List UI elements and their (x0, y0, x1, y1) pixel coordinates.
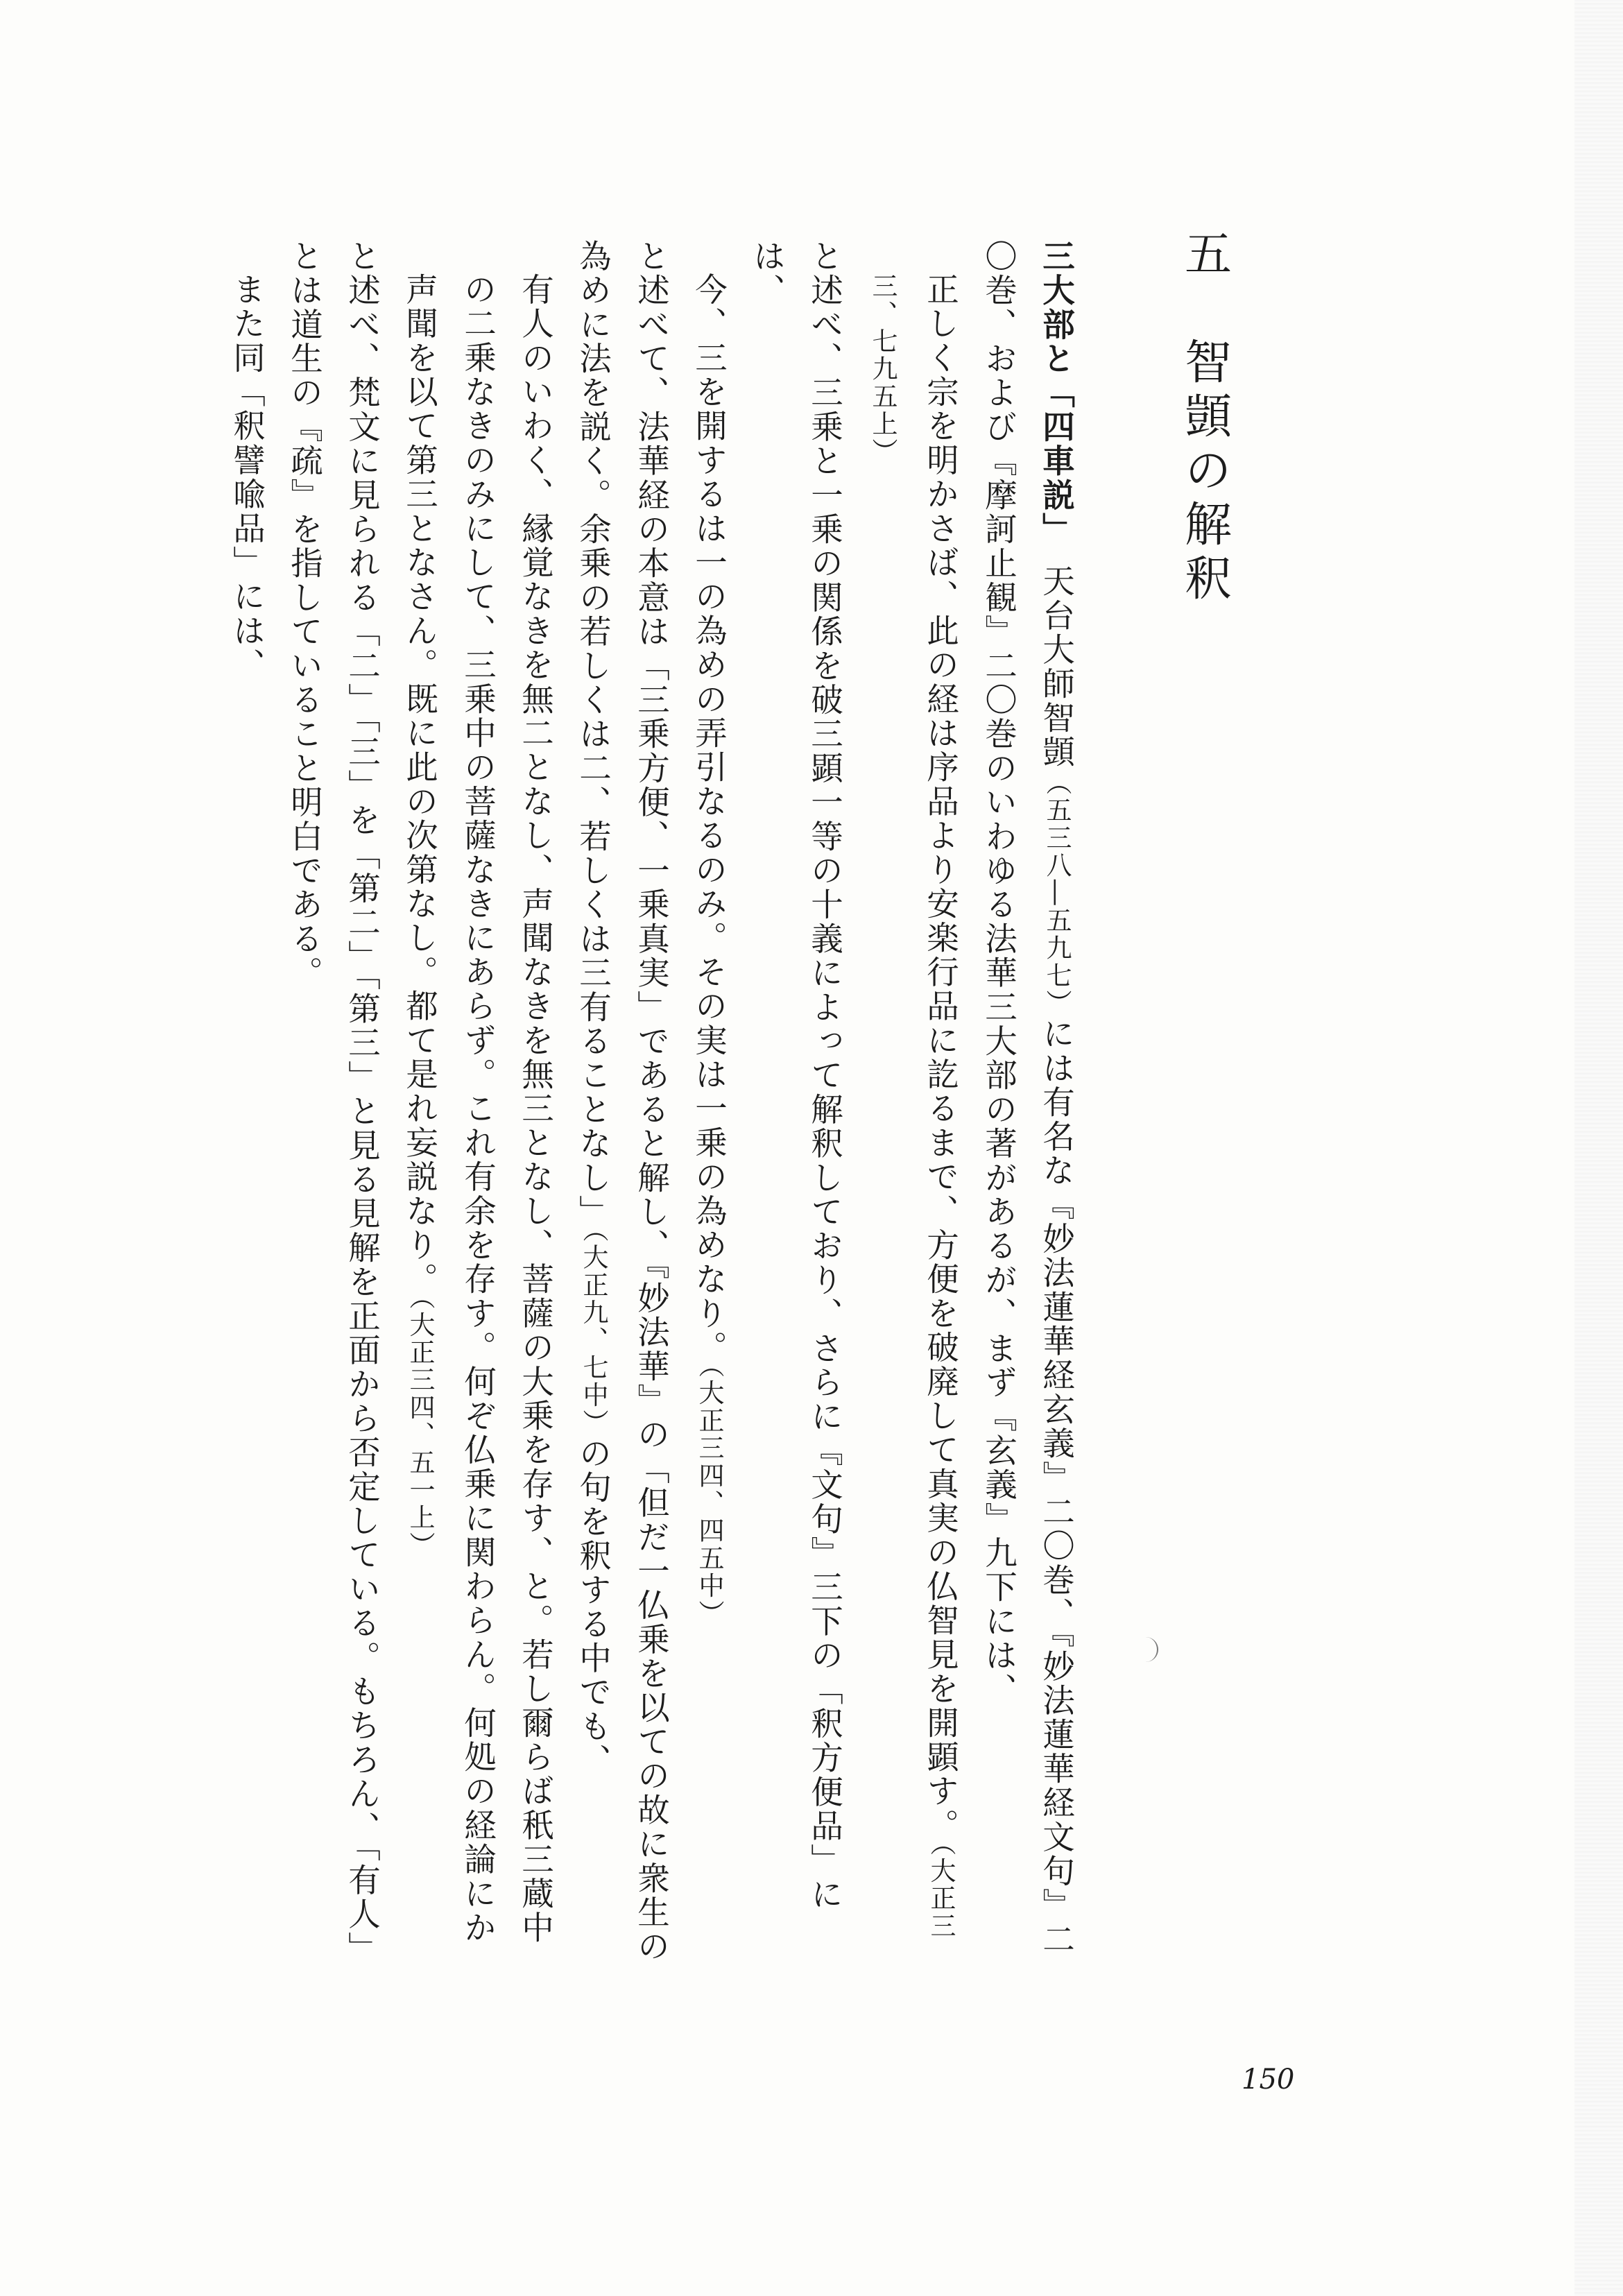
text-segment: の句を釈する中でも、 (574, 1436, 612, 1778)
paragraph-5 (218, 239, 275, 1967)
text-segment: と述べ、三乗と一乗の関係を破三顕一等の十義によって解釈しており、さらに『文句』三下の「釈方便品」には、 (748, 239, 843, 1912)
quote-text: 今、三を開するは一の為めの弄引なるのみ。その実は一乗の為めなり。 (690, 273, 728, 1365)
section-number: 五 (1176, 229, 1232, 283)
paragraph-3 (564, 239, 680, 1967)
page-number: 150 (1242, 2064, 1295, 2096)
body-text (228, 239, 1085, 1967)
paragraph-1 (970, 239, 1085, 1967)
citation: （大正三三、七九五上） (868, 273, 956, 1940)
text-segment: と述べ、梵文に見られる「二」「三」を「第二」「第三」と見る見解を正面から否定している。もちろん、「有人」とは道生の『疏』を指していること明白である。 (286, 239, 381, 1966)
citation: （五三八―五九七） (1042, 769, 1072, 1018)
quote-2 (680, 239, 738, 1967)
quote-1 (853, 239, 970, 1967)
text-segment: 天台大師智顗 (1038, 530, 1075, 769)
scan-mark (1144, 1637, 1158, 1662)
citation: （大正九、七中） (578, 1228, 608, 1437)
text-segment: また同「釈譬喩品」には、 (228, 273, 266, 683)
scan-edge (1574, 0, 1623, 2296)
section-title: 智顗の解釈 (1176, 337, 1232, 608)
quote-text: 有人のいわく、縁覚なきを無二となし、声聞なきを無三となし、菩薩の大乗を存す、と。若し爾らば秖三蔵中の二乗なきのみにして、三乗中の菩薩なきにあらず。これ有余を存す。何ぞ仏乗に関わらん。何処の経論にか声聞を以て第三となさん。既に此の次第なし。都て是れ妄説なり。 (401, 273, 554, 1945)
citation: （大正三四、四五中） (694, 1364, 724, 1627)
text-segment: と述べて、法華経の本意は「三乗方便、一乗真実」であると解し、『妙法華』の「但だ一仏乗を以ての故に衆生の為めに法を説く。余乗の若しくは二、若しくは三有ることなし」 (574, 239, 670, 1964)
quote-text: 正しく宗を明かさば、此の経は序品より安楽行品に訖るまで、方便を破廃して真実の仏智見を開顕す。 (922, 273, 959, 1843)
paragraph-4 (275, 239, 390, 1967)
text-segment: には有名な『妙法蓮華経玄義』二〇巻、『妙法蓮華経文句』二〇巻、および『摩訶止観』二〇巻のいわゆる法華三大部の著があるが、まず『玄義』九下には、 (980, 239, 1075, 1957)
citation: （大正三四、五一上） (405, 1296, 435, 1559)
quote-3 (390, 239, 564, 1967)
subheading: 三大部と「四車説」 (1038, 239, 1076, 531)
paragraph-2 (738, 239, 853, 1967)
section-heading (1176, 229, 1232, 608)
